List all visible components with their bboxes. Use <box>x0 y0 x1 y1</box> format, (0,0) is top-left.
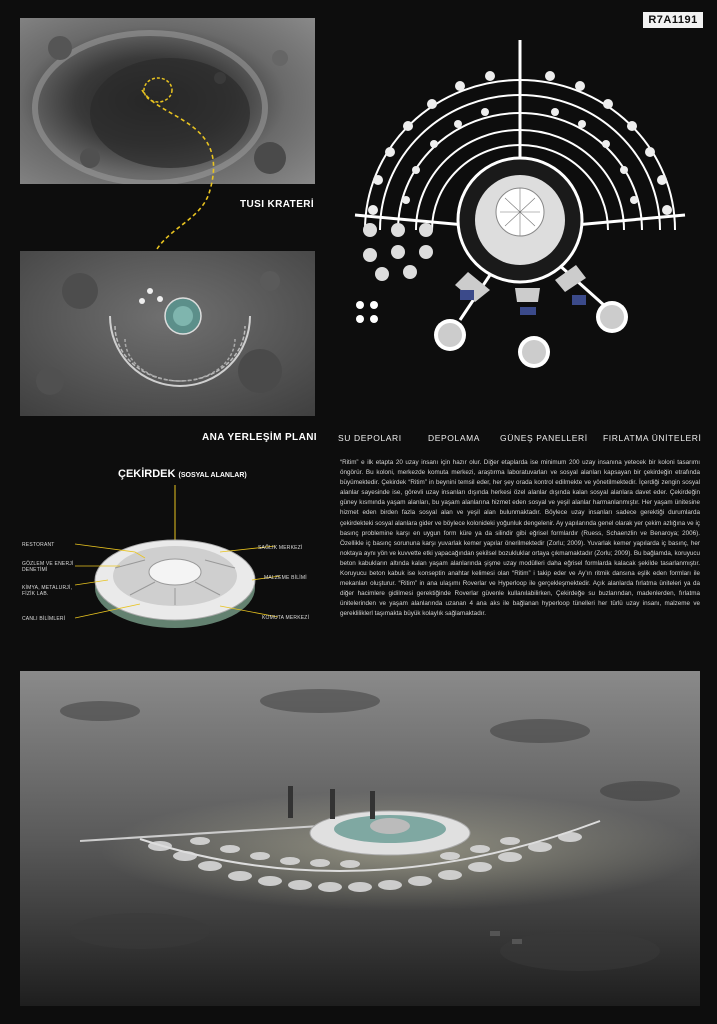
core-title-sub: (SOSYAL ALANLAR) <box>178 472 247 479</box>
settlement-render <box>20 671 700 1006</box>
legend-launch: FIRLATMA ÜNİTELERİ <box>603 433 702 443</box>
crater-caption: TUSI KRATERİ <box>240 199 315 210</box>
description-text: “Ritim” e ilk etapta 20 uzay insanı için hazır olur. Diğer etaplarda ise minimum 200 uzay insanına yetecek bir koloni tasarımı öngörür. Bu koloni, merkezde komuta merkezi, araştırma laboratuvarları ve sosyal alanları kapsayan bir çekirdeğin etrafında büyümektedir. Çekirdek “Ritim” in beynini temsil eder, her şey orada kontrol edilmekte ve yönetilmektedir. İçerdiği zengin sosyal alanlar sayesinde ise, görevli uzay insanları dışında herkesi özel alanlar dışında kalan sosyal alanlara davet eder. Çekirdeğin güney kısmında yaşam alanları, bu yaşam alanlarına hizmet eden sosyal ve yeşil alanlar harmanlanmıştır. Her yaşam ünitesine hizmet eden birden fazla sosyal alan ve yeşil alan bulunmaktadır. Böylece uzay insanları sadece gerektiği durumlarda çekirdekteki sosyal alanlara gider ve böylece kolonideki yoğunluk dengelenir. Ay yapılarında genel olarak yer çekim azlığına ve iç basınç problemine karşı en uygun form küre ya da silindir gibi eğrisel formlardır (Ruess, Schaenzlin ve Benaroya; 2006). Özellikle iç basınç sorununa karşı yuvarlak kemer yapılar önerilmektedir (Zorlu; 2009). Yuvarlak kemer yapılarda iç basınç, her noktaya aynı yön ve kuvvette etki yapacağından şekilsel bozukluklar ortaya çıkmamaktadır (Zorlu; 2009). Bu bağlamda, koruyucu beton kabukların altında kalan yaşam alanlarında şişme uzay modülleri daha eğrisel formlarda kalacak şekilde tasarlanmıştır. Koruyucu beton kabuk ise konseptin anahtar kelimesi olan “Ritim” i takip eder ve Ay’ın ritmik dansına eşlik eden formları ile mekanları oluşturur. “Ritim” in ana ulaşımı Roverlar ve Hyperloop ile gerçekleşmektedir. Açık alanlarda fırlatma üniteleri ya da diğer hacimlere gidilmesi gerektiğinde Roverlar güvenle kullanılabilirken, Çekirdeğe su buzlarından, madenlerden, fırlatma ünitelerinden ve yaşam alanlarında uzanan 4 ana aks ile bağlanan hyperloop tünelleri her türlü uzay insanı, malzeme ve gerekliliklerl taşımakta büyük kolaylık sağlamaktadır. <box>340 459 700 618</box>
legend-solar: GÜNEŞ PANELLERİ <box>500 433 588 443</box>
legend-storage: DEPOLAMA <box>428 433 481 443</box>
tag-observation: GÖZLEM VE ENERJİ DENETİMİ <box>22 561 74 573</box>
tag-command: KOMUTA MERKEZİ <box>262 615 310 621</box>
tag-life-sciences: CANLI BİLİMLERİ <box>22 616 66 622</box>
plan-photo <box>20 251 315 416</box>
legend-icons <box>340 295 700 375</box>
tag-materials: MALZEME BİLİMİ <box>264 575 307 581</box>
tag-restaurant: RESTORANT <box>22 542 55 548</box>
core-title <box>118 468 247 480</box>
project-id-badge: R7A1191 <box>643 12 703 28</box>
core-title-main: ÇEKİRDEK <box>118 468 176 480</box>
tag-chemistry: KİMYA, METALURJİ, FİZİK LAB. <box>22 585 73 597</box>
plan-caption: ANA YERLEŞİM PLANI <box>202 432 317 443</box>
legend-water: SU DEPOLARI <box>338 433 402 443</box>
tag-health: SAĞLIK MERKEZİ <box>258 545 303 551</box>
